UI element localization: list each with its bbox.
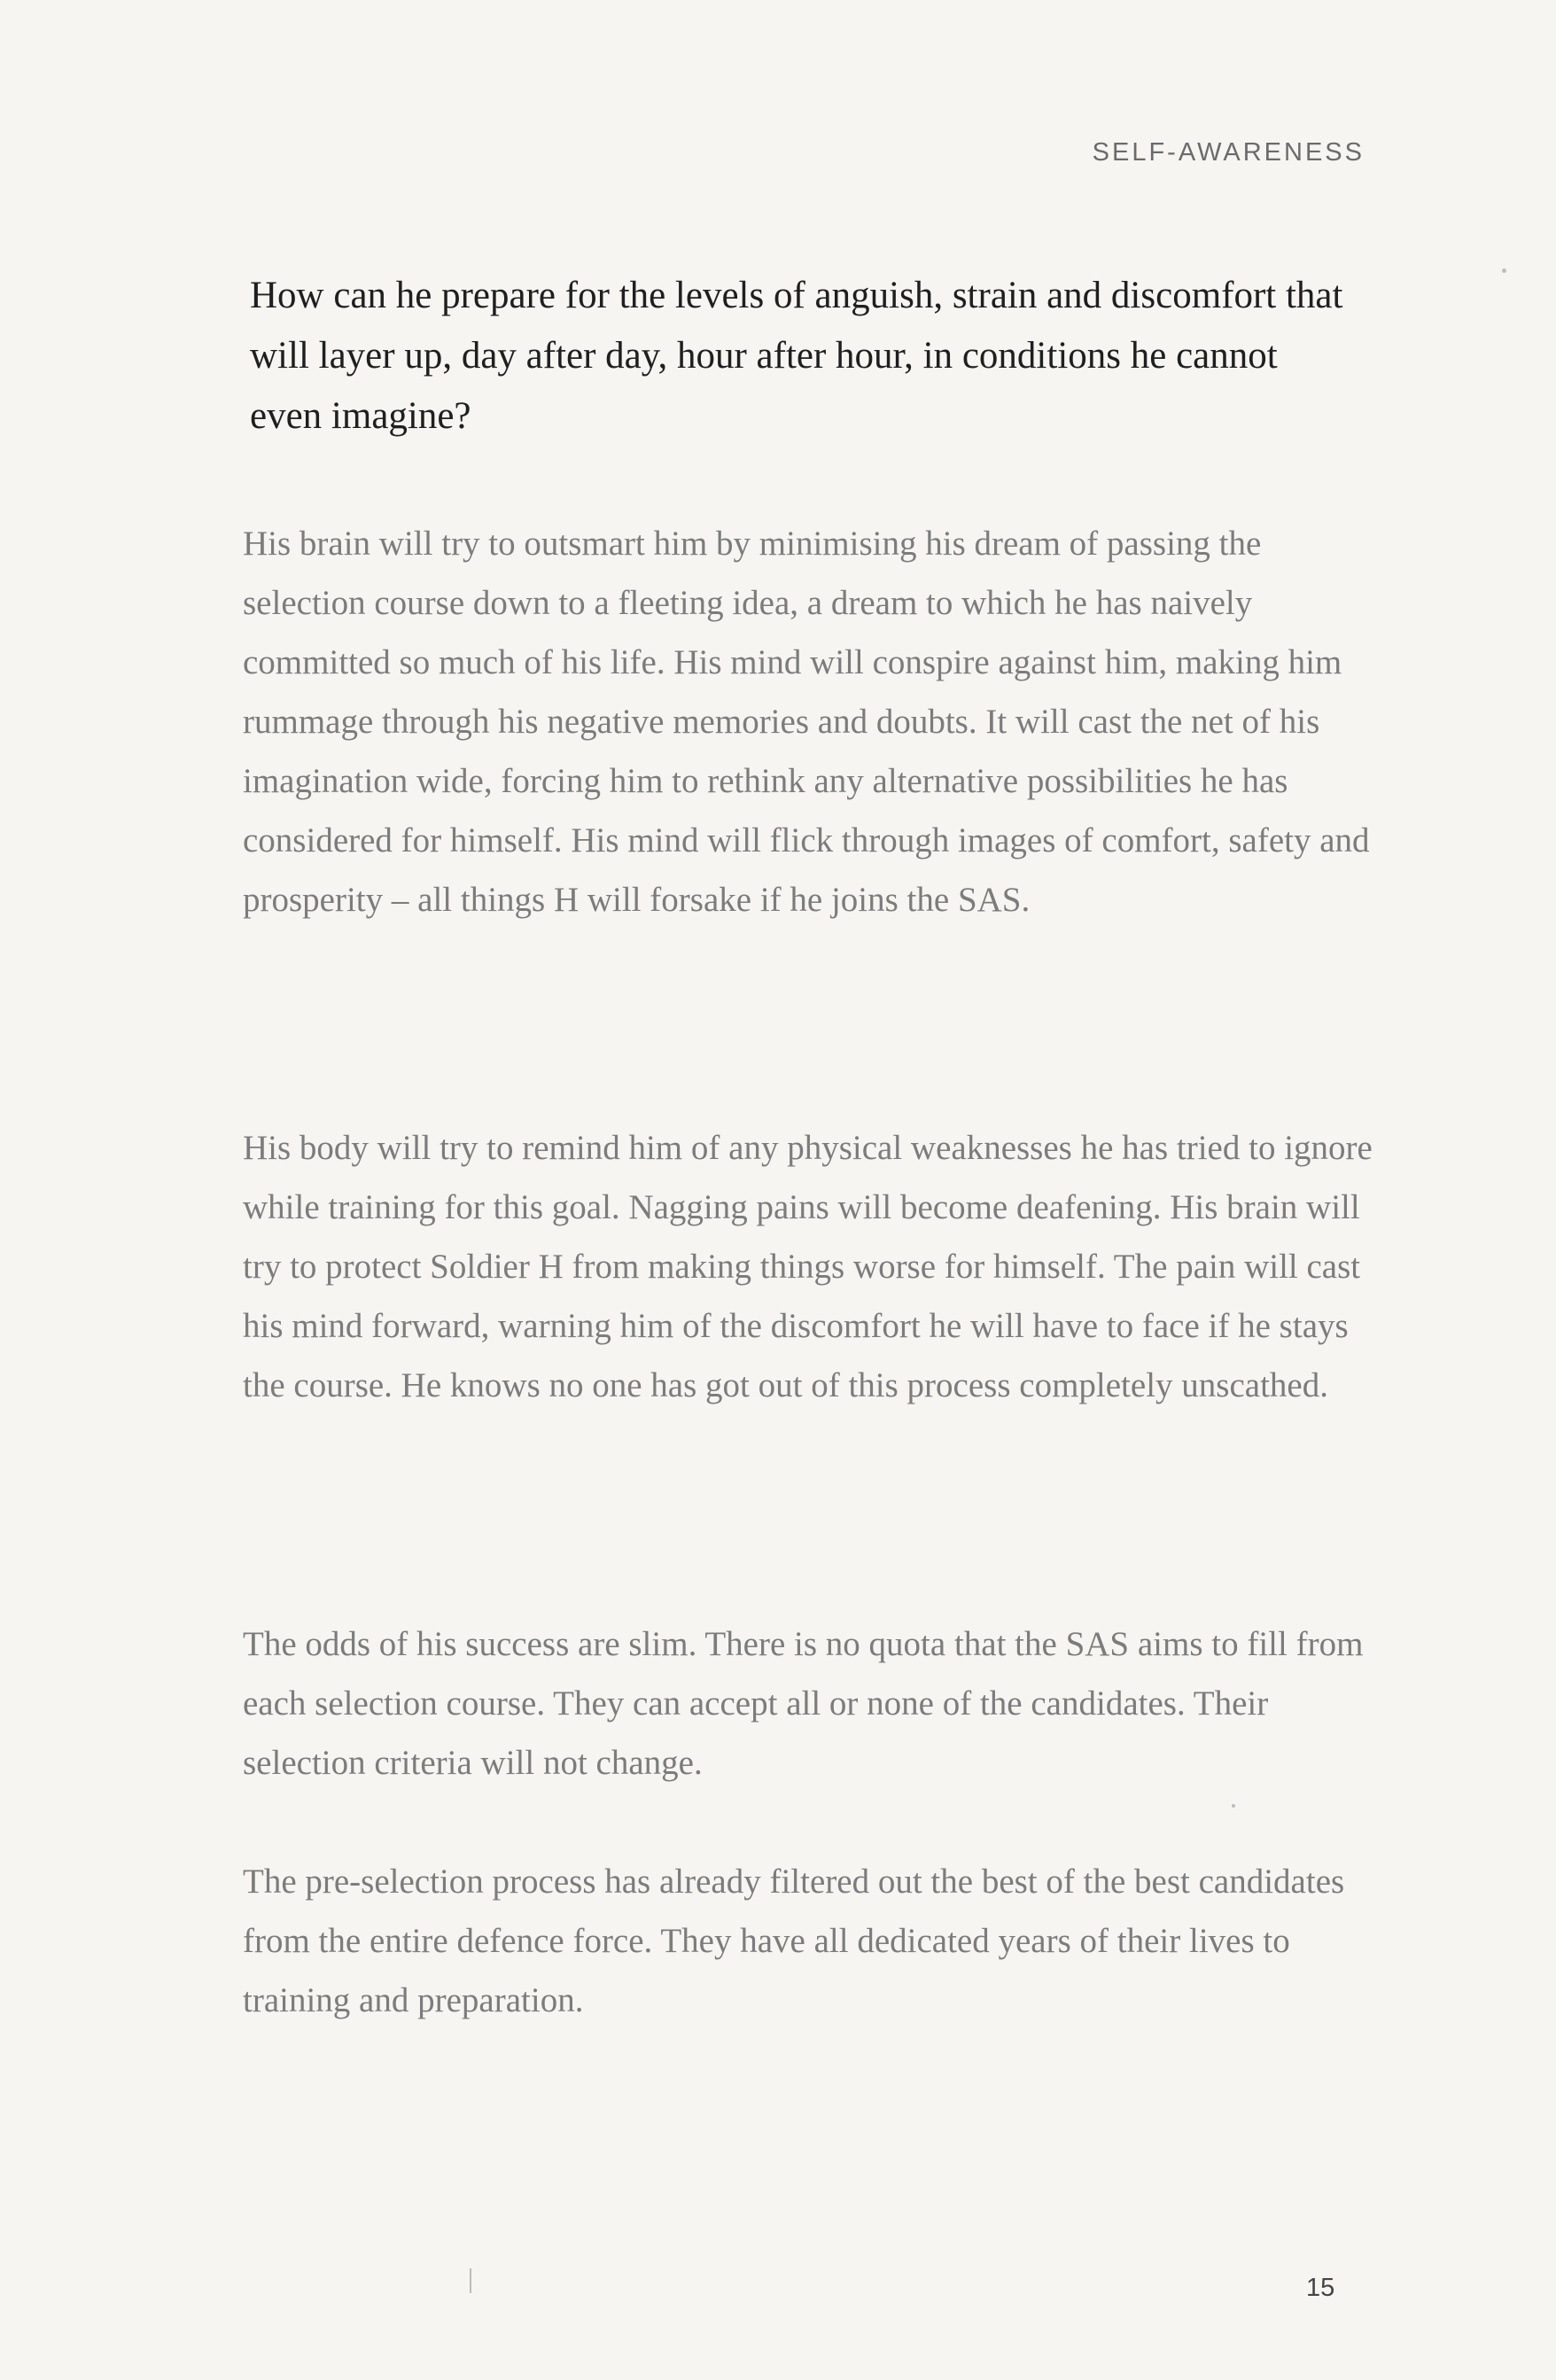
- page-number: 15: [1306, 2274, 1335, 2302]
- body-paragraph-1: His brain will try to outsmart him by minimising his dream of passing the selection course down to a fleeting idea, a dream to which he has naively committed so much of his life. His mind will conspire against him, making him rummage through his negative memories and doubts. It will cast the net of his imagination wide, forcing him to rethink any alternative possibilities he has considered for himself. His mind will flick through images of comfort, safety and prosperity – all things H will forsake if he joins the SAS.: [243, 525, 1370, 919]
- scan-speck: [1502, 268, 1506, 273]
- scan-speck: [470, 2268, 471, 2293]
- running-head: SELF-AWARENESS: [1092, 138, 1365, 167]
- intro-paragraph: How can he prepare for the levels of anguish, strain and discomfort that will layer up, day after day, hour after hour, in conditions he cannot even imagine?: [250, 275, 1343, 437]
- body-paragraph-4: The pre-selection process has already filtered out the best of the best candidates from the entire defence force. They have all dedicated years of their lives to training and preparation.: [243, 1863, 1345, 2019]
- body-paragraph-2: His body will try to remind him of any physical weaknesses he has tried to ignore while training for this goal. Nagging pains will become deafening. His brain will try to protect Soldier H from making things worse for himself. The pain will cast his mind forward, warning him of the discomfort he will have to face if he stays the course. He knows no one has got out of this process completely unscathed.: [243, 1129, 1373, 1404]
- scan-speck: [1232, 1804, 1235, 1808]
- body-paragraph-3: The odds of his success are slim. There is no quota that the SAS aims to fill from each selection course. They can accept all or none of the candidates. Their selection criteria will not change.: [243, 1625, 1364, 1782]
